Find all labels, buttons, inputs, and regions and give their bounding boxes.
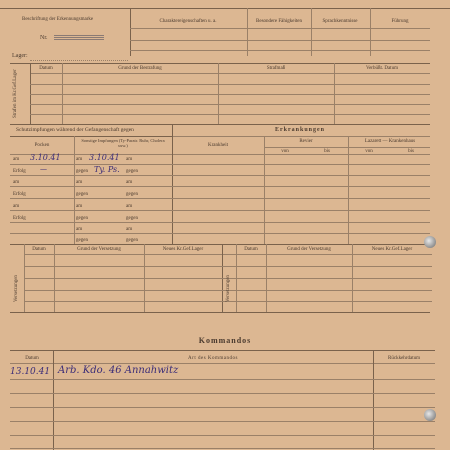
punch-hole [424,236,436,248]
grid-line [10,379,435,380]
sonstige-gegen-label: gegen [126,192,138,197]
grid-line [10,164,430,165]
strafen-grund-header: Grund der Bestrafung [118,66,162,71]
charakter-header: Charaktereigenschaften u. a. [159,19,217,24]
top-rule [0,8,450,9]
versetzungen-neues-header: Neues Kr.Gef.Lager [162,247,204,252]
grid-line [10,448,435,449]
strafen-datum-header: Datum [39,66,53,71]
lager-label: Lager: [12,53,28,59]
top-divider [247,8,248,56]
impfungen-header-rule [10,136,172,137]
grid-line [10,222,430,223]
pocken-erfolg-label: Erfolg [13,169,26,174]
top-divider [370,8,371,56]
strafen-strafmass-header: Strafmaß [266,66,286,71]
versetzungen-neues-header: Neues Kr.Gef.Lager [371,247,413,252]
grid-line [10,210,430,211]
grid-line [30,104,430,105]
grid-line [10,198,430,199]
versetzungen-datum-header: Datum [32,247,46,252]
pocken-am-label: am [13,180,20,185]
sonstige-am-label: am [126,180,133,185]
grid-line [30,114,430,115]
grid-line [130,28,430,29]
grid-line [130,50,430,51]
punch-hole [424,409,436,421]
lager-line [30,60,128,61]
grid-line [10,407,435,408]
pocken-erfolg-dash: — [40,165,47,173]
impfungen-divider [74,136,75,244]
sonstige-gegen-label: gegen [126,169,138,174]
impfungen-erkrankungen-divider [172,124,173,244]
versetzungen-side-label-right: Versetzungen [226,275,231,302]
versetzungen-bottom-rule [10,312,430,313]
grid-line [10,421,435,422]
sonstige-gegen-label: gegen [76,192,88,197]
sonstige-gegen-label: gegen [126,238,138,243]
erkrankungen-header-rule [172,136,430,137]
grid-line [130,40,430,41]
sonstige-gegen-label: gegen [76,238,88,243]
strafen-side-label: Strafen im Kr.Gef.Lager [13,69,18,118]
lazarett-header: Lazarett — Krankenhaus [364,139,416,144]
sonstige-am-label: am [76,204,83,209]
kommando-date-handwritten: 13.10.41 [10,367,51,377]
sonstige-am-label: am [126,157,133,162]
strafen-top-rule [10,63,430,64]
sonstige-header: Sonstige Impfungen (Ty-Paratr. Ruhr, Cholera usw.) [81,138,165,148]
fuehrung-header: Führung [391,19,409,24]
erkrankungen-divider [264,136,265,244]
lazarett-bis-header: bis [408,149,414,154]
grid-line [10,186,430,187]
top-divider [311,8,312,56]
columns-header-rule [10,154,430,155]
sonstige-am-label: am [126,227,133,232]
grid-line [10,393,435,394]
middle-bottom-rule [10,244,430,245]
sonstige-gegen-label: gegen [76,169,88,174]
grid-line [10,435,435,436]
pocken-date-handwritten: 3.10.41 [30,153,61,162]
versetzungen-side-label-left: Versetzungen [14,275,19,302]
nr-redacted-field [54,34,104,40]
lazarett-von-header: von [365,149,373,154]
revier-header: Revier [299,139,313,144]
revier-bis-header: bis [324,149,330,154]
strafen-bottom-rule [10,124,430,125]
kommando-text-handwritten: Arb. Kdo. 46 Annahwitz [58,365,179,376]
sonstige-am-label: am [76,157,83,162]
nr-label: Nr. [40,35,48,41]
grid-line [10,233,430,234]
erkennungsmarke-label: Beschriftung der Erkennungsmarke [22,17,94,22]
sonstige-am-label: am [76,180,83,185]
erkrankungen-header: Erkrankungen [274,127,326,133]
kommandos-rueckkehr-header: Rückkehrdatum [388,356,420,361]
versetzungen-grund-header: Grund der Versetzung [287,247,331,252]
pocken-erfolg-label: Erfolg [13,192,26,197]
krankheit-header: Krankheit [208,143,228,148]
kommandos-datum-header: Datum [25,356,39,361]
pocken-am-label: am [13,157,20,162]
grid-line [10,175,430,176]
versetzungen-datum-header: Datum [244,247,258,252]
revier-von-header: von [281,149,289,154]
sonstige-gegen-label: gegen [126,216,138,221]
kommandos-art-header: Art des Kommandos [188,356,238,361]
pocken-header: Pocken [34,143,50,148]
pocken-am-label: am [13,204,20,209]
kommandos-title: Kommandos [198,336,252,345]
grid-line [30,84,430,85]
sonstige-gegen-label: gegen [76,216,88,221]
sonstige-am-label: am [76,227,83,232]
sprachkenntnisse-header: Sprachkenntnisse [322,19,358,24]
strafen-verbuesst-header: Verbüßt. Datum [366,66,398,71]
sonstige-am-label: am [126,204,133,209]
sonstige-date-handwritten: 3.10.41 [89,153,120,162]
strafen-header-rule [30,73,430,74]
kommandos-header-rule [10,363,435,364]
top-divider [130,8,131,56]
impfungen-header: Schutzimpfungen während der Gefangenschaft gegen [16,127,134,133]
erkrankungen-divider [348,136,349,244]
pocken-erfolg-label: Erfolg [13,216,26,221]
kommandos-top-rule [10,350,435,351]
von-bis-rule [264,147,430,148]
versetzungen-grund-header: Grund der Versetzung [77,247,121,252]
sonstige-gegen-handwritten: Ty. Ps. [94,165,120,174]
versetzungen-header-rule [24,254,432,255]
faehigkeiten-header: Besondere Fähigkeiten [256,19,302,24]
grid-line [24,266,432,267]
grid-line [30,94,430,95]
